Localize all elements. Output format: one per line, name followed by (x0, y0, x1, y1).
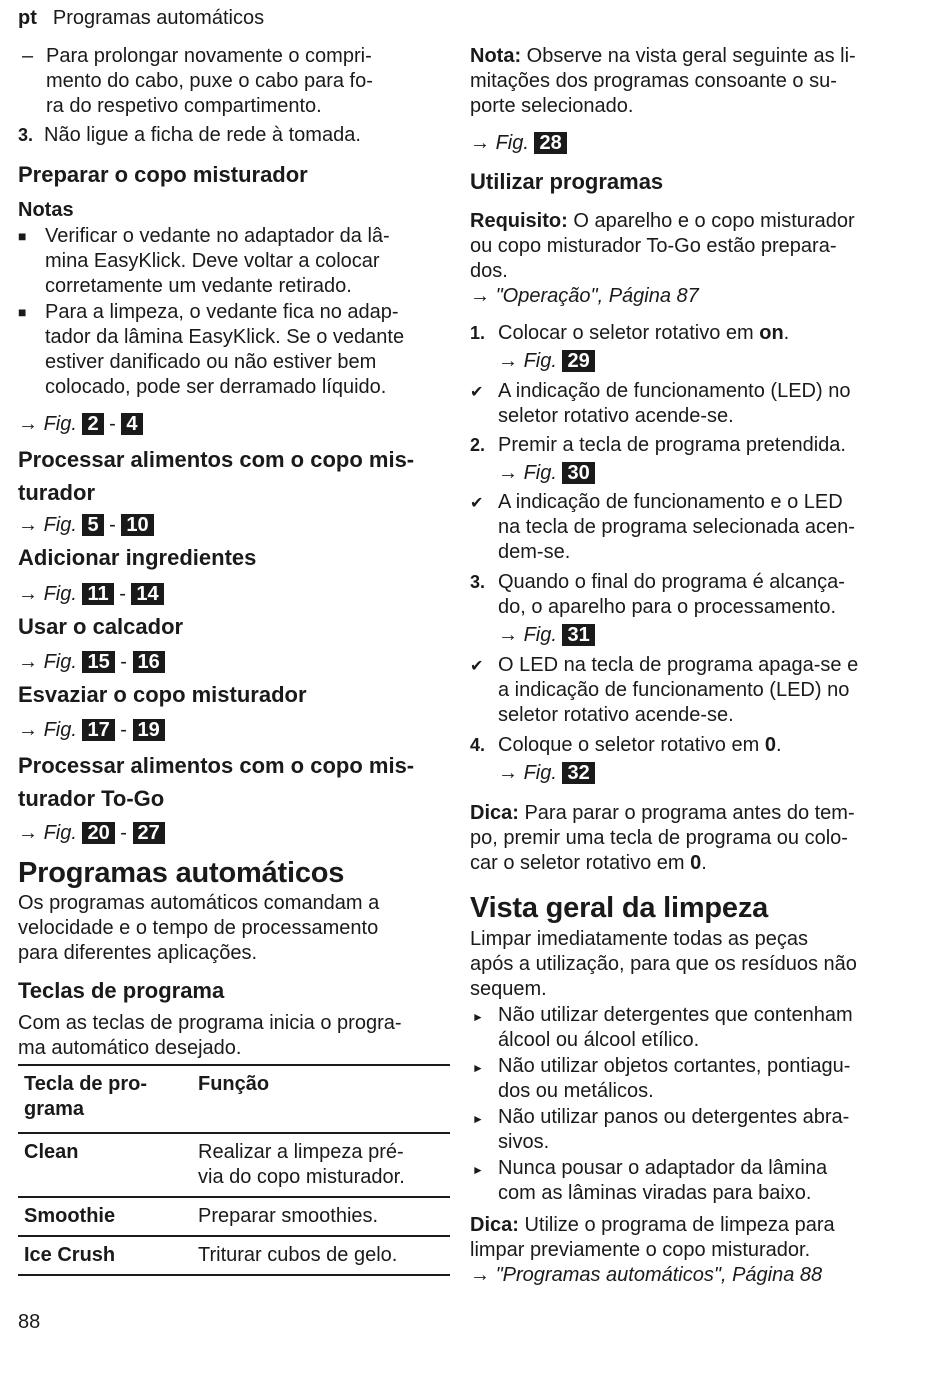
list-item (470, 1003, 910, 1054)
list-item (470, 1105, 910, 1156)
fig-number[interactable]: 31 (562, 624, 594, 646)
paragraph-line: após a utilização, para que os resíduos não (470, 953, 857, 975)
paragraph-line: ma automático desejado. (18, 1037, 242, 1059)
paragraph-tail: . (701, 852, 707, 874)
table-header-cell (18, 1065, 192, 1133)
step-3 (18, 123, 361, 148)
step-text: Colocar o seletor rotativo em (498, 322, 760, 344)
header-line: grama (24, 1098, 85, 1120)
bold-value: 0 (690, 852, 702, 874)
program-keys-table (18, 1064, 450, 1276)
cross-reference-link[interactable]: "Operação", Página 87 (495, 285, 699, 307)
heading-programas-automaticos: Programas automáticos (18, 857, 345, 889)
table-cell-key: Ice Crush (18, 1236, 192, 1275)
fig-number[interactable]: 17 (82, 719, 114, 741)
fig-number[interactable]: 15 (82, 651, 114, 673)
step-2 (470, 433, 910, 486)
result-2 (470, 490, 910, 565)
fig-number[interactable]: 30 (562, 462, 594, 484)
fig-number[interactable]: 27 (133, 822, 165, 844)
step-text-tail: . (783, 322, 790, 344)
square-bullet-icon: ■ (18, 228, 27, 244)
fig-number[interactable]: 14 (131, 583, 163, 605)
language-code: pt (18, 7, 37, 29)
step-number: 3. (470, 572, 486, 592)
vista-bullet-list (470, 1003, 910, 1207)
paragraph-line: velocidade e o tempo de processamento (18, 917, 379, 939)
step-number: 2. (470, 435, 486, 455)
fig-range-sep: - (109, 514, 116, 536)
heading-esvaziar: Esvaziar o copo misturador (18, 682, 307, 707)
step-bold-value: 0 (764, 734, 776, 756)
step-3-right (470, 570, 910, 648)
heading-vista-geral: Vista geral da limpeza (470, 892, 769, 924)
fig-number[interactable]: 32 (562, 762, 594, 784)
step-1 (470, 321, 910, 374)
arrow-icon: → (470, 285, 490, 307)
result-line: O LED na tecla de programa apaga-se e (498, 654, 859, 676)
paragraph-line: Com as teclas de programa inicia o progra- (18, 1012, 402, 1034)
dash-line-1: Para prolongar novamente o compri- (46, 45, 372, 67)
fig-number[interactable]: 28 (534, 132, 566, 154)
paragraph-line: ou copo misturador To-Go estão prepara- (470, 235, 837, 257)
result-line: na tecla de programa selecionada acen- (498, 516, 855, 538)
nota2-line: tador da lâmina EasyKlick. Se o vedante (45, 326, 405, 348)
result-line: A indicação de funcionamento e o LED (498, 491, 843, 513)
list-item-line: Não utilizar objetos cortantes, pontiagu- (498, 1055, 851, 1077)
fig-word: Fig. (43, 413, 77, 435)
result-1 (470, 379, 910, 429)
paragraph-line: po, premir uma tecla de programa ou colo- (470, 827, 848, 849)
header-line: Tecla de pro- (24, 1073, 147, 1095)
nota-item-1 (18, 224, 450, 299)
cell-line: via do copo misturador. (198, 1166, 405, 1188)
cell-line: Triturar cubos de gelo. (198, 1244, 398, 1266)
paragraph-line: limpar previamente o copo misturador. (470, 1239, 811, 1261)
requisito-label: Requisito: (470, 210, 568, 232)
result-line: A indicação de funcionamento (LED) no (498, 380, 851, 402)
table-row (18, 1236, 450, 1275)
programas-paragraph (18, 891, 458, 966)
nota2-line: Para a limpeza, o vedante fica no adap- (45, 301, 399, 323)
dash-marker: – (22, 45, 34, 67)
dica-1-paragraph (470, 801, 910, 876)
list-item-line: Nunca pousar o adaptador da lâmina (498, 1157, 828, 1179)
nota-paragraph (470, 44, 910, 119)
table-cell-value (192, 1236, 450, 1275)
vista-paragraph (470, 927, 910, 1002)
step-text: Não ligue a ficha de rede à tomada. (44, 124, 361, 146)
paragraph-line: Observe na vista geral seguinte as li- (521, 45, 856, 67)
heading-preparar: Preparar o copo misturador (18, 162, 308, 187)
page-number: 88 (18, 1311, 41, 1333)
step-text-tail: . (775, 734, 782, 756)
fig-number[interactable]: 11 (82, 583, 113, 605)
result-line: seletor rotativo acende-se. (498, 704, 734, 726)
table-header-row (18, 1065, 450, 1133)
arrow-icon: → (498, 462, 518, 484)
arrow-icon: → (18, 583, 38, 605)
result-line: seletor rotativo acende-se. (498, 405, 734, 427)
paragraph-line: car o seletor rotativo em (470, 852, 691, 874)
nota1-line: Verificar o vedante no adaptador da lâ- (45, 225, 390, 247)
fig-number[interactable]: 20 (82, 822, 114, 844)
step-4 (470, 733, 910, 786)
nota-item-2 (18, 300, 450, 400)
dash-line-3: ra do respetivo compartimento. (46, 95, 322, 117)
fig-range-sep: - (120, 651, 127, 673)
fig-word: Fig. (43, 583, 77, 605)
nota2-line: estiver danificado ou não estiver bem (45, 351, 377, 373)
triangle-bullet-icon: ► (472, 1010, 484, 1024)
fig-range-sep: - (120, 719, 127, 741)
step-bold-value: on (759, 322, 784, 344)
arrow-icon: → (498, 762, 518, 784)
fig-number[interactable]: 19 (133, 719, 165, 741)
arrow-icon: → (18, 719, 38, 741)
notas-label: Notas (18, 199, 74, 221)
fig-number[interactable]: 16 (133, 651, 165, 673)
paragraph-line: porte selecionado. (470, 95, 634, 117)
running-header (18, 6, 264, 31)
fig-word: Fig. (523, 762, 557, 784)
heading-togo (18, 749, 458, 815)
arrow-icon: → (18, 651, 38, 673)
heading-processar (18, 443, 458, 509)
arrow-icon: → (470, 132, 490, 154)
nota2-line: colocado, pode ser derramado líquido. (45, 376, 387, 398)
list-item-line: Não utilizar detergentes que contenham (498, 1004, 853, 1026)
arrow-icon: → (18, 514, 38, 536)
fig-number[interactable]: 5 (82, 514, 103, 536)
arrow-icon: → (498, 624, 518, 646)
triangle-bullet-icon: ► (472, 1163, 484, 1177)
arrow-icon: → (18, 822, 38, 844)
arrow-icon: → (18, 413, 38, 435)
table-header-cell (192, 1065, 450, 1133)
heading-calcador: Usar o calcador (18, 614, 184, 639)
list-item-line: dos ou metálicos. (498, 1080, 654, 1102)
paragraph-line: para diferentes aplicações. (18, 942, 258, 964)
arrow-icon: → (498, 350, 518, 372)
requisito-paragraph (470, 209, 910, 309)
fig-ref-17-19 (18, 718, 165, 743)
fig-ref-2-4 (18, 412, 143, 437)
fig-word: Fig. (495, 132, 529, 154)
check-icon: ✔ (470, 658, 484, 675)
paragraph-line: O aparelho e o copo misturador (567, 210, 855, 232)
fig-ref-11-14 (18, 582, 164, 607)
nota1-line: mina EasyKlick. Deve voltar a colocar (45, 250, 380, 272)
list-item (470, 1156, 910, 1207)
heading-teclas: Teclas de programa (18, 978, 225, 1003)
paragraph-line: sequem. (470, 978, 547, 1000)
teclas-paragraph (18, 1011, 458, 1061)
step-text: Coloque o seletor rotativo em (498, 734, 765, 756)
paragraph-line: Limpar imediatamente todas as peças (470, 928, 808, 950)
triangle-bullet-icon: ► (472, 1061, 484, 1075)
step-number: 1. (470, 323, 486, 343)
fig-word: Fig. (43, 651, 77, 673)
fig-number[interactable]: 29 (562, 350, 594, 372)
result-3 (470, 653, 910, 728)
nota1-line: corretamente um vedante retirado. (45, 275, 352, 297)
heading-line: Processar alimentos com o copo mis- (18, 447, 415, 472)
step-text: Premir a tecla de programa pretendida. (498, 434, 846, 456)
dica-label: Dica: (470, 1214, 519, 1236)
cell-line: Realizar a limpeza pré- (198, 1141, 404, 1163)
step-text: Quando o final do programa é alcança- (498, 571, 845, 593)
heading-adicionar: Adicionar ingredientes (18, 545, 257, 570)
step-text: do, o aparelho para o processamento. (498, 596, 836, 618)
step-number: 4. (470, 735, 486, 755)
table-cell-key: Clean (18, 1133, 192, 1197)
list-item (470, 1054, 910, 1105)
fig-range-sep: - (109, 413, 116, 435)
heading-line: turador (18, 480, 95, 505)
arrow-icon: → (470, 1264, 490, 1286)
cell-line: Preparar smoothies. (198, 1205, 379, 1227)
nota-label: Nota: (470, 45, 522, 67)
fig-range-sep: - (119, 583, 126, 605)
table-cell-value (192, 1197, 450, 1236)
heading-line: Processar alimentos com o copo mis- (18, 753, 415, 778)
table-cell-value (192, 1133, 450, 1197)
dica-label: Dica: (470, 802, 519, 824)
list-item-line: álcool ou álcool etílico. (498, 1029, 700, 1051)
fig-ref-28 (470, 131, 567, 156)
fig-number[interactable]: 2 (82, 413, 103, 435)
fig-ref-15-16 (18, 650, 165, 675)
paragraph-line: Utilize o programa de limpeza para (518, 1214, 835, 1236)
table-cell-key: Smoothie (18, 1197, 192, 1236)
cross-reference-link[interactable]: "Programas automáticos", Página 88 (495, 1264, 823, 1286)
heading-utilizar: Utilizar programas (470, 169, 664, 194)
result-line: dem-se. (498, 541, 571, 563)
paragraph-line: Os programas automáticos comandam a (18, 892, 380, 914)
fig-word: Fig. (43, 822, 77, 844)
paragraph-line: mitações dos programas consoante o su- (470, 70, 837, 92)
check-icon: ✔ (470, 495, 484, 512)
square-bullet-icon: ■ (18, 304, 27, 320)
paragraph-line: dos. (470, 260, 508, 282)
fig-range-sep: - (120, 822, 127, 844)
fig-word: Fig. (523, 462, 557, 484)
header-title: Programas automáticos (52, 7, 265, 29)
fig-ref-5-10 (18, 513, 154, 538)
fig-ref-20-27 (18, 821, 165, 846)
check-icon: ✔ (470, 384, 484, 401)
paragraph-line: Para parar o programa antes do tem- (518, 802, 855, 824)
fig-number[interactable]: 10 (121, 514, 153, 536)
result-line: a indicação de funcionamento (LED) no (498, 679, 850, 701)
list-item-line: Não utilizar panos ou detergentes abra- (498, 1106, 850, 1128)
table-row (18, 1133, 450, 1197)
fig-word: Fig. (43, 719, 77, 741)
dash-list-item (22, 44, 456, 119)
fig-number[interactable]: 4 (121, 413, 142, 435)
table-row (18, 1197, 450, 1236)
dash-line-2: mento do cabo, puxe o cabo para fo- (46, 70, 373, 92)
fig-word: Fig. (523, 624, 557, 646)
list-item-line: sivos. (498, 1131, 550, 1153)
list-item-line: com as lâminas viradas para baixo. (498, 1182, 812, 1204)
dica-2-paragraph (470, 1213, 910, 1288)
fig-word: Fig. (523, 350, 557, 372)
step-number: 3. (18, 125, 34, 145)
fig-word: Fig. (43, 514, 77, 536)
header-line: Função (198, 1073, 270, 1095)
triangle-bullet-icon: ► (472, 1112, 484, 1126)
heading-line: turador To-Go (18, 786, 165, 811)
